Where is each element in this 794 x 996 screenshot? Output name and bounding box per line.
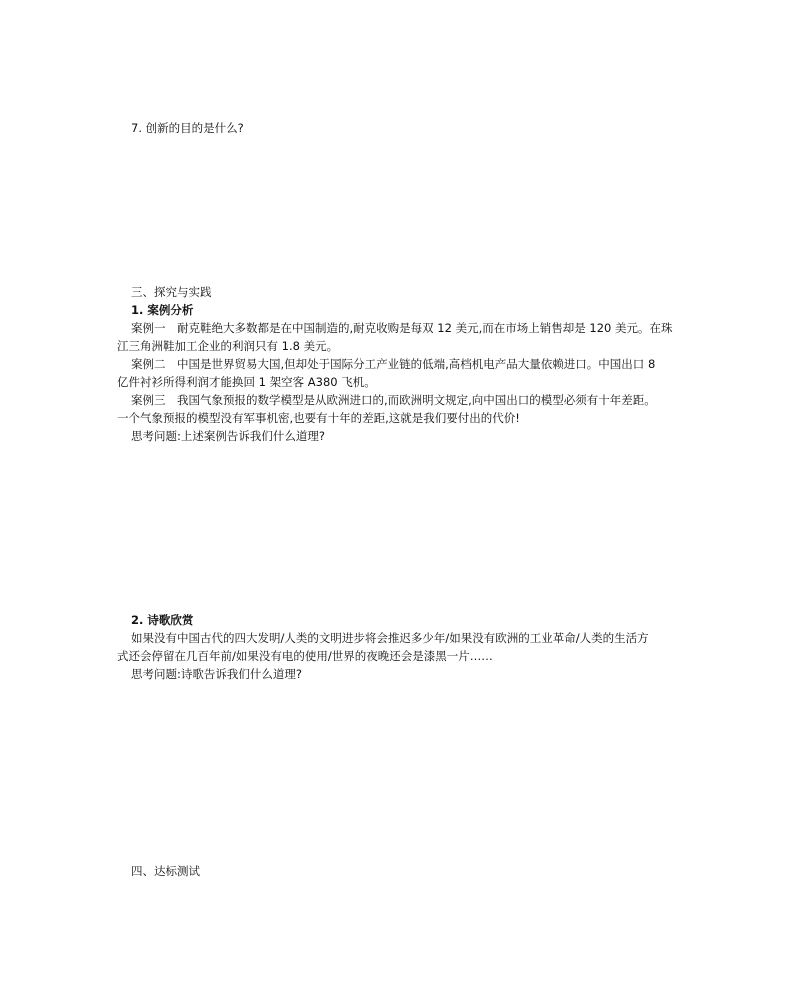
- case-3-line-2: 一个气象预报的模型没有军事机密,也要有十年的差距,这就是我们要付出的代价!: [117, 411, 520, 425]
- poetry-question: 思考问题:诗歌告诉我们什么道理?: [131, 667, 302, 681]
- answer-space-q7: [117, 140, 677, 280]
- answer-space-poetry: [117, 686, 677, 856]
- case-1-line-1: 案例一 耐克鞋绝大多数都是在中国制造的,耐克收购是每双 12 美元,而在市场上销售却是 120 美元。在珠: [131, 321, 673, 335]
- poetry-line-1: 如果没有中国古代的四大发明/人类的文明进步将会推迟多少年/如果没有欧洲的工业革命/人类的生活方: [131, 631, 649, 645]
- poetry-line-2: 式还会停留在几百年前/如果没有电的使用/世界的夜晚还会是漆黑一片……: [117, 649, 493, 663]
- case-2-line-1: 案例二 中国是世界贸易大国,但却处于国际分工产业链的低端,高档机电产品大量依赖进口。中国出口 8: [131, 357, 656, 371]
- case-analysis-subheading: 1. 案例分析: [131, 303, 194, 317]
- section-4-heading: 四、达标测试: [131, 864, 200, 878]
- case-1-line-2: 江三角洲鞋加工企业的利润只有 1.8 美元。: [117, 339, 339, 353]
- poetry-subheading: 2. 诗歌欣赏: [131, 613, 194, 627]
- question-7: 7. 创新的目的是什么?: [131, 121, 244, 135]
- case-analysis-question: 思考问题:上述案例告诉我们什么道理?: [131, 429, 325, 443]
- case-3-line-1: 案例三 我国气象预报的数学模型是从欧洲进口的,而欧洲明文规定,向中国出口的模型必须有十年差距。: [131, 393, 656, 407]
- answer-space-case-analysis: [117, 448, 677, 608]
- section-3-heading: 三、探究与实践: [131, 285, 212, 299]
- case-2-line-2: 亿件衬衫所得利润才能换回 1 架空客 A380 飞机。: [117, 375, 376, 389]
